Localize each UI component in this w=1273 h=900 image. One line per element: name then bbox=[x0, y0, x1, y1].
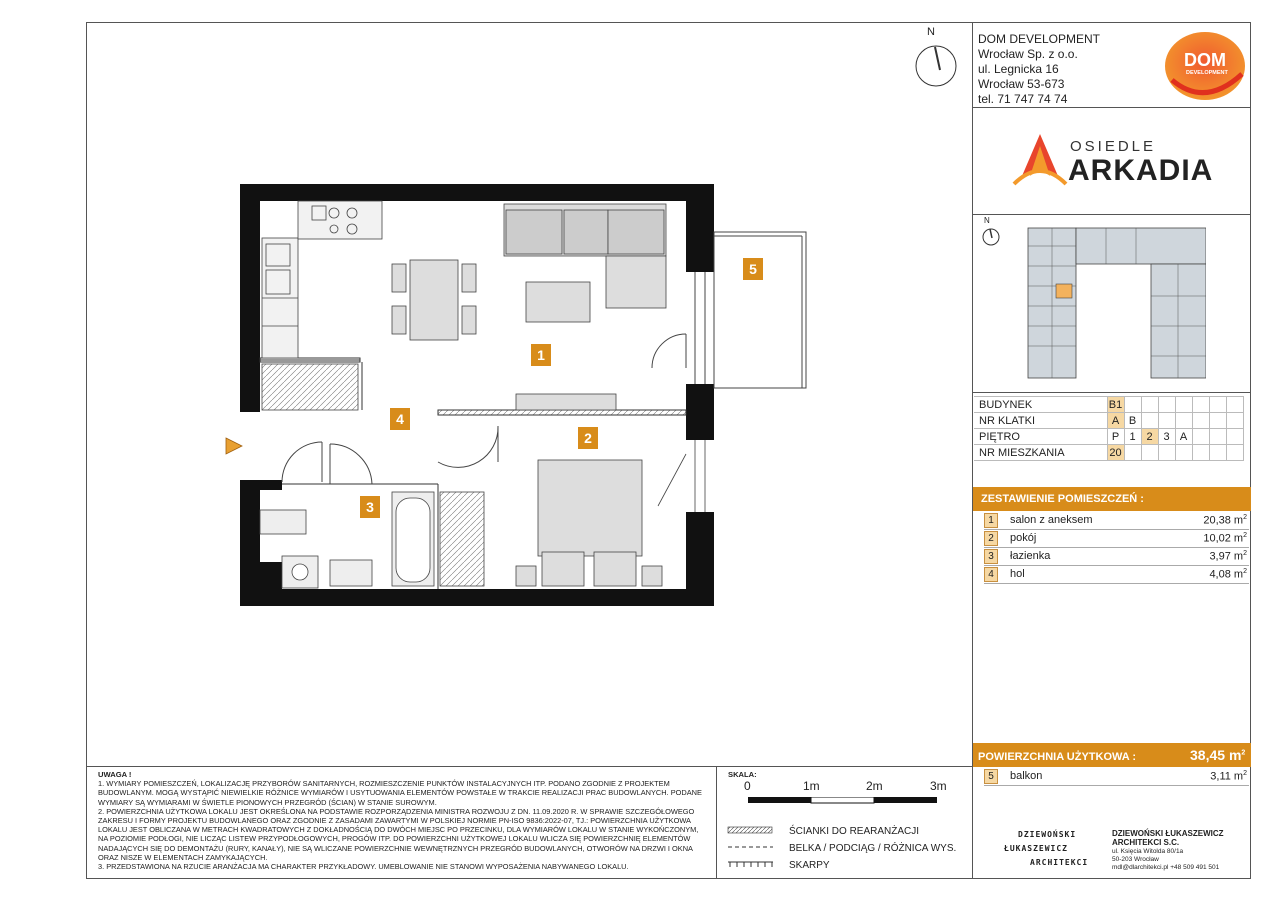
developer-name: DOM DEVELOPMENT bbox=[978, 32, 1101, 46]
info-row-label: NR MIESZKANIA bbox=[974, 445, 1107, 461]
info-cell bbox=[1226, 413, 1243, 429]
scale-title: SKALA: bbox=[728, 770, 757, 779]
note-1: 1. WYMIARY POMIESZCZEŃ, LOKALIZACJĘ PRZYBORÓW SANITARNYCH, ROZMIESZCZENIE PUNKTÓW INSTALACYJNYCH ITP. PODANO ZGODNIE Z PROJEKTEM BUDOWLANYM. MOGĄ WYSTĄPIĆ NIEWIELKIE RÓŻNICE WYMIARÓW I USYTUOWANIA ELEMENTÓW POWSTAŁE W TRAKCIE REALIZACJI PRAC BUDOWLANYCH. PODANE WYMIARY SĄ WYMIARAMI W ŚWIETLE PIONOWYCH PRZEGRÓD (ŚCIAN) W STANIE SUROWYM. bbox=[98, 779, 702, 807]
info-cell: 3 bbox=[1158, 429, 1175, 445]
info-cell bbox=[1141, 397, 1158, 413]
note-3: 3. PRZEDSTAWIONA NA RZUCIE ARANŻACJA MA CHARAKTER PRZYKŁADOWY. UMEBLOWANIE NIE STANOWI WYPOSAŻENIA NABYWANEGO LOKALU. bbox=[98, 862, 629, 872]
info-cell bbox=[1192, 397, 1209, 413]
room-row bbox=[984, 548, 1249, 566]
note-2: 2. POWIERZCHNIA UŻYTKOWA LOKALU JEST OKREŚLONA NA PODSTAWIE ROZPORZĄDZENIA MINISTRA ROZWOJU Z DN. 11.09.2020 R. W SPRAWIE SZCZEGÓŁOWEGO ZAKRESU I FORMY PROJEKTU BUDOWLANEGO ORAZ ZGODNIE Z ZASADAMI ZAWARTYMI W POLSKIEJ NORMIE PN-ISO 9836:2022-07, TJ.: POWIERZCHNIA UŻYTKOWA LOKALU JEST OBLICZANA W METRACH KWADRATOWYCH Z DOKŁADNOŚCIĄ DO DWÓCH MIEJSC PO PRZECINKU, DLA WYMIARÓW LOKALU W STANIE WYKOŃCZONYM, NA POZIOMIE PODŁOGI, NIE LICZĄC LISTEW PRZYPODŁOGOWYCH, PROGÓW ITP. DO POWIERZCHNI UŻYTKOWEJ LOKALU WLICZA SIĘ POWIERZCHNIĘ ELEMENTÓW NADAJĄCYCH SIĘ DO DEMONTAŻU (RURY, KANAŁY), NIE SĄ WLICZANE POWIERZCHNIE WEWNĘTRZNYCH PRZEGRÓD BUDOWLANYCH, OTWORÓW NA DRZWI I OKNA ORAZ NISZE W ELEMENTACH ZAMYKAJĄCYCH. bbox=[98, 806, 699, 862]
room-area: 3,97 $m^2$ bbox=[1209, 550, 1247, 563]
room-area: 10,02 $m^2$ bbox=[1203, 532, 1247, 545]
room-row bbox=[984, 512, 1249, 530]
architect-name-2: ARCHITEKCI S.C. bbox=[1112, 838, 1180, 847]
info-cell bbox=[1158, 413, 1175, 429]
legend-item-2: BELKA / PODCIĄG / RÓŻNICA WYS. bbox=[789, 843, 957, 854]
room-row bbox=[984, 530, 1249, 548]
dom-logo-text: DOM bbox=[1184, 50, 1226, 70]
info-cell bbox=[1124, 397, 1141, 413]
architect-contact bbox=[1112, 848, 1219, 872]
room-number: 1 bbox=[984, 513, 998, 528]
info-cell bbox=[1141, 445, 1158, 461]
key-plan-compass-label: N bbox=[984, 216, 990, 225]
key-plan-compass-icon bbox=[980, 226, 1002, 248]
room-number: 3 bbox=[984, 549, 998, 564]
room-name: salon z aneksem bbox=[1010, 514, 1093, 526]
plan-tag-5: 5 bbox=[743, 258, 763, 280]
info-cell: P bbox=[1107, 429, 1124, 445]
room-name: hol bbox=[1010, 568, 1025, 580]
entrance-arrow-icon bbox=[226, 438, 242, 454]
architect-name bbox=[1112, 829, 1224, 847]
info-cell bbox=[1209, 445, 1226, 461]
info-cell: B1 bbox=[1108, 398, 1123, 411]
architect-name-1: DZIEWOŃSKI ŁUKASZEWICZ bbox=[1112, 829, 1224, 838]
notes bbox=[98, 770, 703, 871]
scale-label-2: 2m bbox=[866, 779, 883, 793]
legend-item-3: SKARPY bbox=[789, 860, 830, 871]
architect-email-phone: mdl@dlarchitekci.pl +48 509 491 501 bbox=[1112, 864, 1220, 871]
scale-bar bbox=[748, 797, 944, 805]
room-name: łazienka bbox=[1010, 550, 1051, 562]
info-cell: A bbox=[1175, 429, 1192, 445]
info-cell: 1 bbox=[1124, 429, 1141, 445]
info-cell bbox=[1226, 397, 1243, 413]
compass-label: N bbox=[927, 26, 935, 38]
sofa bbox=[504, 204, 666, 410]
legend-item-1: ŚCIANKI DO REARANŻACJI bbox=[789, 826, 920, 837]
info-cell bbox=[1192, 413, 1209, 429]
info-cell bbox=[1141, 413, 1158, 429]
notes-title: UWAGA ! bbox=[98, 770, 132, 779]
dom-development-logo bbox=[1164, 30, 1246, 102]
info-cell bbox=[1175, 445, 1192, 461]
estate-logo bbox=[1010, 132, 1220, 192]
scale-label-1: 1m bbox=[803, 779, 820, 793]
info-cell: 2 bbox=[1141, 429, 1158, 445]
arkadia-flame-icon bbox=[1010, 132, 1070, 192]
dom-logo-subtext: DEVELOPMENT bbox=[1186, 70, 1228, 76]
room-name: pokój bbox=[1010, 532, 1037, 544]
doors bbox=[282, 426, 498, 484]
developer-company: Wrocław Sp. z o.o. bbox=[978, 47, 1078, 61]
room-row bbox=[984, 566, 1249, 584]
header-divider bbox=[972, 107, 1251, 108]
info-row bbox=[974, 413, 1243, 429]
legend-symbols bbox=[727, 826, 775, 870]
plan-tag-4: 4 bbox=[390, 408, 410, 430]
info-cell bbox=[1175, 397, 1192, 413]
info-row-label: BUDYNEK bbox=[974, 397, 1107, 413]
kitchen bbox=[262, 201, 382, 410]
balcony-row bbox=[984, 768, 1249, 786]
scale-label-0: 0 bbox=[744, 779, 751, 793]
dining-table bbox=[392, 260, 476, 340]
info-cell bbox=[1175, 413, 1192, 429]
balcony-name: balkon bbox=[1010, 770, 1043, 782]
floor-plan bbox=[86, 22, 972, 766]
developer-info bbox=[978, 32, 1100, 107]
room-number: 2 bbox=[984, 531, 998, 546]
architect-logo-line-3: ARCHITEKCI bbox=[1030, 858, 1089, 867]
room-area: 4,08 $m^2$ bbox=[1209, 568, 1247, 581]
info-row-label: NR KLATKI bbox=[974, 413, 1107, 429]
rooms-header: ZESTAWIENIE POMIESZCZEŃ : bbox=[973, 487, 1251, 511]
estate-name: ARKADIA bbox=[1068, 154, 1214, 187]
key-plan-building-icon bbox=[1026, 226, 1206, 382]
info-cell bbox=[1158, 397, 1175, 413]
balcony bbox=[652, 232, 806, 388]
balcony-area: 3,11 $m^2$ bbox=[1210, 770, 1247, 783]
estate-subtitle: OSIEDLE bbox=[1070, 138, 1157, 155]
architect-address-2: 50-203 Wrocław bbox=[1112, 856, 1159, 863]
developer-phone: tel. 71 747 74 74 bbox=[978, 92, 1068, 106]
scale-label-3: 3m bbox=[930, 779, 947, 793]
plan-tag-3: 3 bbox=[360, 496, 380, 518]
room-area: 20,38 $m^2$ bbox=[1203, 514, 1247, 527]
info-cell bbox=[1158, 445, 1175, 461]
key-plan bbox=[978, 216, 1248, 386]
info-row-label: PIĘTRO bbox=[974, 429, 1107, 445]
architect-logo bbox=[1004, 828, 1104, 872]
bed bbox=[516, 440, 705, 586]
room-number: 4 bbox=[984, 567, 998, 582]
keyplan-divider bbox=[972, 392, 1251, 393]
developer-street: ul. Legnicka 16 bbox=[978, 62, 1059, 76]
plan-tag-1: 1 bbox=[531, 344, 551, 366]
info-cell bbox=[1192, 445, 1209, 461]
balcony-number: 5 bbox=[984, 769, 998, 784]
developer-city: Wrocław 53-673 bbox=[978, 77, 1065, 91]
info-cell: A bbox=[1107, 413, 1124, 429]
total-area-value: 38,45 $m^2$ bbox=[1190, 747, 1246, 763]
apartment-info-table bbox=[974, 396, 1244, 461]
plan-tag-2: 2 bbox=[578, 427, 598, 449]
total-area-label: POWIERZCHNIA UŻYTKOWA : bbox=[978, 751, 1137, 763]
info-row bbox=[974, 445, 1243, 461]
info-cell: 20 bbox=[1107, 445, 1124, 461]
info-cell: B bbox=[1124, 413, 1141, 429]
info-cell bbox=[1124, 445, 1141, 461]
info-row bbox=[974, 429, 1243, 445]
info-cell bbox=[1209, 429, 1226, 445]
info-row bbox=[974, 397, 1243, 413]
notes-divider bbox=[716, 766, 717, 879]
logo-divider bbox=[972, 214, 1251, 215]
info-cell bbox=[1209, 397, 1226, 413]
info-cell bbox=[1226, 445, 1243, 461]
info-cell bbox=[1209, 413, 1226, 429]
architect-address-1: ul. Księcia Witolda 80/1a bbox=[1112, 848, 1184, 855]
info-cell bbox=[1192, 429, 1209, 445]
info-cell bbox=[1226, 429, 1243, 445]
architect-logo-line-1: DZIEWOŃSKI bbox=[1018, 830, 1077, 839]
architect-logo-line-2: ŁUKASZEWICZ bbox=[1004, 844, 1068, 853]
